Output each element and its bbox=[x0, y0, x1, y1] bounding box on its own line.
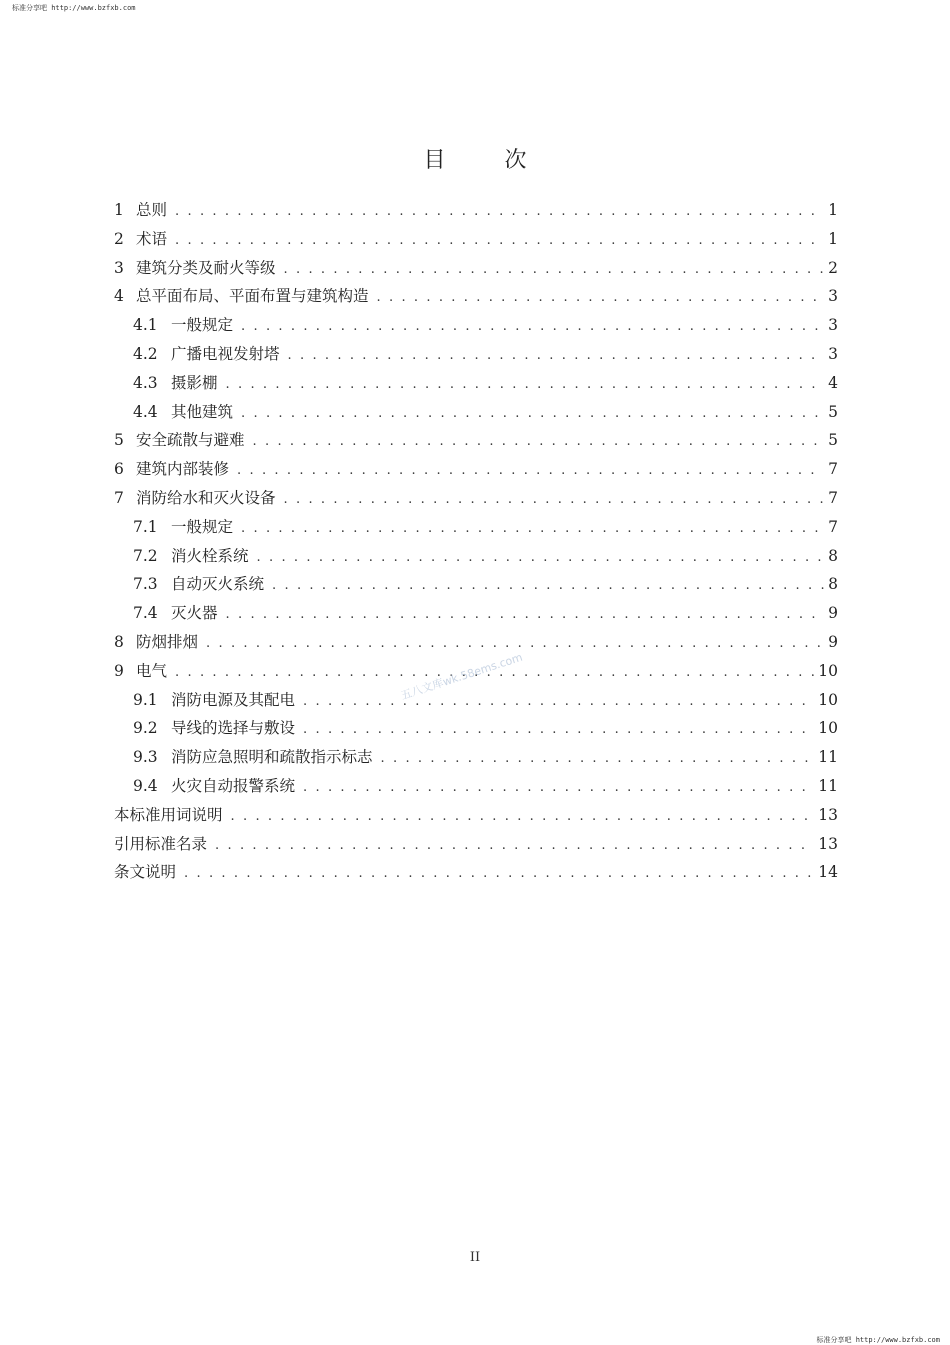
dot-leader bbox=[175, 198, 824, 227]
dot-leader bbox=[303, 774, 814, 803]
toc-entry-number: 7.3 bbox=[133, 575, 158, 594]
dot-leader bbox=[237, 457, 824, 486]
toc-entry[interactable] bbox=[114, 830, 838, 859]
toc-entry-page: 7 bbox=[828, 460, 838, 479]
toc-entry-label: 自动灭火系统 bbox=[171, 575, 265, 594]
toc-entry[interactable] bbox=[114, 801, 838, 830]
dot-leader bbox=[231, 803, 815, 832]
toc-entry-page: 1 bbox=[828, 201, 838, 219]
toc-entry[interactable] bbox=[114, 858, 838, 887]
toc-entry-label: 防烟排烟 bbox=[136, 632, 199, 651]
toc-entry-label: 建筑内部装修 bbox=[136, 460, 230, 479]
toc-entry-page: 13 bbox=[818, 805, 838, 824]
toc-entry-label: 术语 bbox=[136, 229, 168, 248]
toc-entry[interactable] bbox=[114, 772, 838, 801]
toc-entry-number: 9.4 bbox=[133, 776, 158, 795]
toc-entry-page: 7 bbox=[828, 488, 838, 507]
toc-entry-number: 4.2 bbox=[133, 344, 158, 363]
dot-leader bbox=[241, 313, 824, 342]
toc-entry-number: 2 bbox=[114, 229, 124, 248]
dot-leader bbox=[377, 284, 824, 313]
toc-entry-page: 1 bbox=[828, 229, 838, 248]
toc-entry-number: 7.2 bbox=[133, 546, 158, 565]
toc-entry-label: 一般规定 bbox=[171, 517, 234, 536]
toc-entry-label: 电气 bbox=[136, 661, 168, 680]
toc-entry-label: 建筑分类及耐火等级 bbox=[136, 258, 276, 277]
dot-leader bbox=[226, 601, 824, 630]
header-watermark: 标准分享吧 http://www.bzfxb.com bbox=[12, 4, 136, 12]
toc-entry-page: 8 bbox=[828, 546, 838, 565]
toc-entry-label: 摄影棚 bbox=[171, 373, 218, 392]
toc-entry-number: 9 bbox=[114, 661, 124, 680]
toc-entry-label: 总平面布局、平面布置与建筑构造 bbox=[136, 287, 369, 306]
toc-entry-label: 安全疏散与避难 bbox=[136, 431, 245, 450]
toc-entry-number: 3 bbox=[114, 258, 124, 277]
toc-entry[interactable] bbox=[114, 513, 838, 542]
toc-entry-page: 9 bbox=[828, 632, 838, 651]
toc-entry-page: 10 bbox=[818, 661, 838, 680]
toc-entry-page: 3 bbox=[828, 344, 838, 363]
dot-leader bbox=[284, 486, 824, 515]
toc-entry[interactable] bbox=[114, 455, 838, 484]
toc-entry-number: 4.4 bbox=[133, 402, 158, 421]
toc-entry-page: 3 bbox=[828, 316, 838, 335]
toc-entry-number: 7 bbox=[114, 488, 124, 507]
toc-entry[interactable] bbox=[114, 196, 838, 225]
dot-leader bbox=[381, 745, 815, 774]
toc-entry-page: 5 bbox=[828, 431, 838, 450]
toc-entry-label: 消火栓系统 bbox=[171, 546, 249, 565]
toc-entry[interactable] bbox=[114, 570, 838, 599]
toc-entry[interactable] bbox=[114, 254, 838, 283]
toc-entry-number: 7.1 bbox=[133, 517, 158, 536]
toc-entry[interactable] bbox=[114, 426, 838, 455]
dot-leader bbox=[253, 428, 824, 457]
toc-entry-number: 4.1 bbox=[133, 316, 158, 335]
toc-entry-page: 13 bbox=[818, 834, 838, 853]
toc-entry-label: 总则 bbox=[136, 201, 168, 219]
toc-entry-page: 10 bbox=[818, 719, 838, 738]
toc-entry[interactable] bbox=[114, 599, 838, 628]
toc-entry[interactable] bbox=[114, 542, 838, 571]
toc-entry[interactable] bbox=[114, 340, 838, 369]
page-number: II bbox=[469, 1250, 481, 1265]
dot-leader bbox=[257, 544, 824, 573]
toc-entry-page: 14 bbox=[818, 863, 838, 882]
dot-leader bbox=[215, 832, 814, 861]
toc-entry-number: 9.3 bbox=[133, 748, 158, 767]
toc-entry[interactable] bbox=[114, 369, 838, 398]
dot-leader bbox=[284, 256, 824, 285]
dot-leader bbox=[226, 371, 824, 400]
toc-entry-label: 导线的选择与敷设 bbox=[171, 719, 296, 738]
toc-entry-page: 8 bbox=[828, 575, 838, 594]
toc-entry-page: 5 bbox=[828, 402, 838, 421]
dot-leader bbox=[175, 227, 824, 256]
toc-entry[interactable] bbox=[114, 743, 838, 772]
toc-entry[interactable] bbox=[114, 686, 838, 715]
watermark-stamp: 五八文库wk.58ems.com bbox=[399, 650, 525, 703]
toc-entry-label: 消防电源及其配电 bbox=[171, 690, 296, 709]
toc-entry-number: 4.3 bbox=[133, 373, 158, 392]
dot-leader bbox=[303, 688, 814, 717]
toc-entry-label: 灭火器 bbox=[171, 604, 218, 623]
toc-entry[interactable] bbox=[114, 311, 838, 340]
toc-entry-label: 火灾自动报警系统 bbox=[171, 776, 296, 795]
dot-leader bbox=[288, 342, 824, 371]
toc-entry-page: 10 bbox=[818, 690, 838, 709]
toc-entry-number: 9.2 bbox=[133, 719, 158, 738]
dot-leader bbox=[184, 860, 814, 889]
toc-entry-page: 11 bbox=[818, 776, 838, 795]
toc-entry-page: 4 bbox=[828, 373, 838, 392]
footer-watermark: 标准分享吧 http://www.bzfxb.com bbox=[816, 1336, 940, 1344]
toc-entry-number: 8 bbox=[114, 632, 124, 651]
toc-entry-number: 6 bbox=[114, 460, 124, 479]
toc-entry-page: 2 bbox=[828, 258, 838, 277]
toc-entry-label: 消防给水和灭火设备 bbox=[136, 488, 276, 507]
toc-entry-number: 4 bbox=[114, 287, 124, 306]
toc-entry-label: 条文说明 bbox=[114, 863, 177, 882]
toc-entry-number: 7.4 bbox=[133, 604, 158, 623]
toc-entry[interactable] bbox=[114, 398, 838, 427]
dot-leader bbox=[303, 716, 814, 745]
dot-leader bbox=[241, 515, 824, 544]
toc-entry-number: 1 bbox=[114, 201, 124, 219]
toc-entry[interactable] bbox=[114, 225, 838, 254]
toc-entry-label: 本标准用词说明 bbox=[114, 805, 223, 824]
toc-entry-label: 引用标准名录 bbox=[114, 834, 208, 853]
toc-entry-page: 11 bbox=[818, 748, 838, 767]
toc-entry-page: 3 bbox=[828, 287, 838, 306]
toc-entry-page: 7 bbox=[828, 517, 838, 536]
table-of-contents bbox=[114, 196, 838, 887]
toc-entry[interactable] bbox=[114, 484, 838, 513]
toc-entry[interactable] bbox=[114, 714, 838, 743]
dot-leader bbox=[272, 572, 824, 601]
toc-entry[interactable] bbox=[114, 282, 838, 311]
toc-entry-label: 其他建筑 bbox=[171, 402, 234, 421]
toc-entry[interactable] bbox=[114, 628, 838, 657]
toc-entry-label: 广播电视发射塔 bbox=[171, 344, 280, 363]
toc-entry-label: 一般规定 bbox=[171, 316, 234, 335]
page-title: 目 次 bbox=[423, 148, 553, 173]
toc-entry-number: 5 bbox=[114, 431, 124, 450]
toc-entry-label: 消防应急照明和疏散指示标志 bbox=[171, 748, 373, 767]
dot-leader bbox=[241, 400, 824, 429]
toc-entry-number: 9.1 bbox=[133, 690, 158, 709]
toc-entry-page: 9 bbox=[828, 604, 838, 623]
